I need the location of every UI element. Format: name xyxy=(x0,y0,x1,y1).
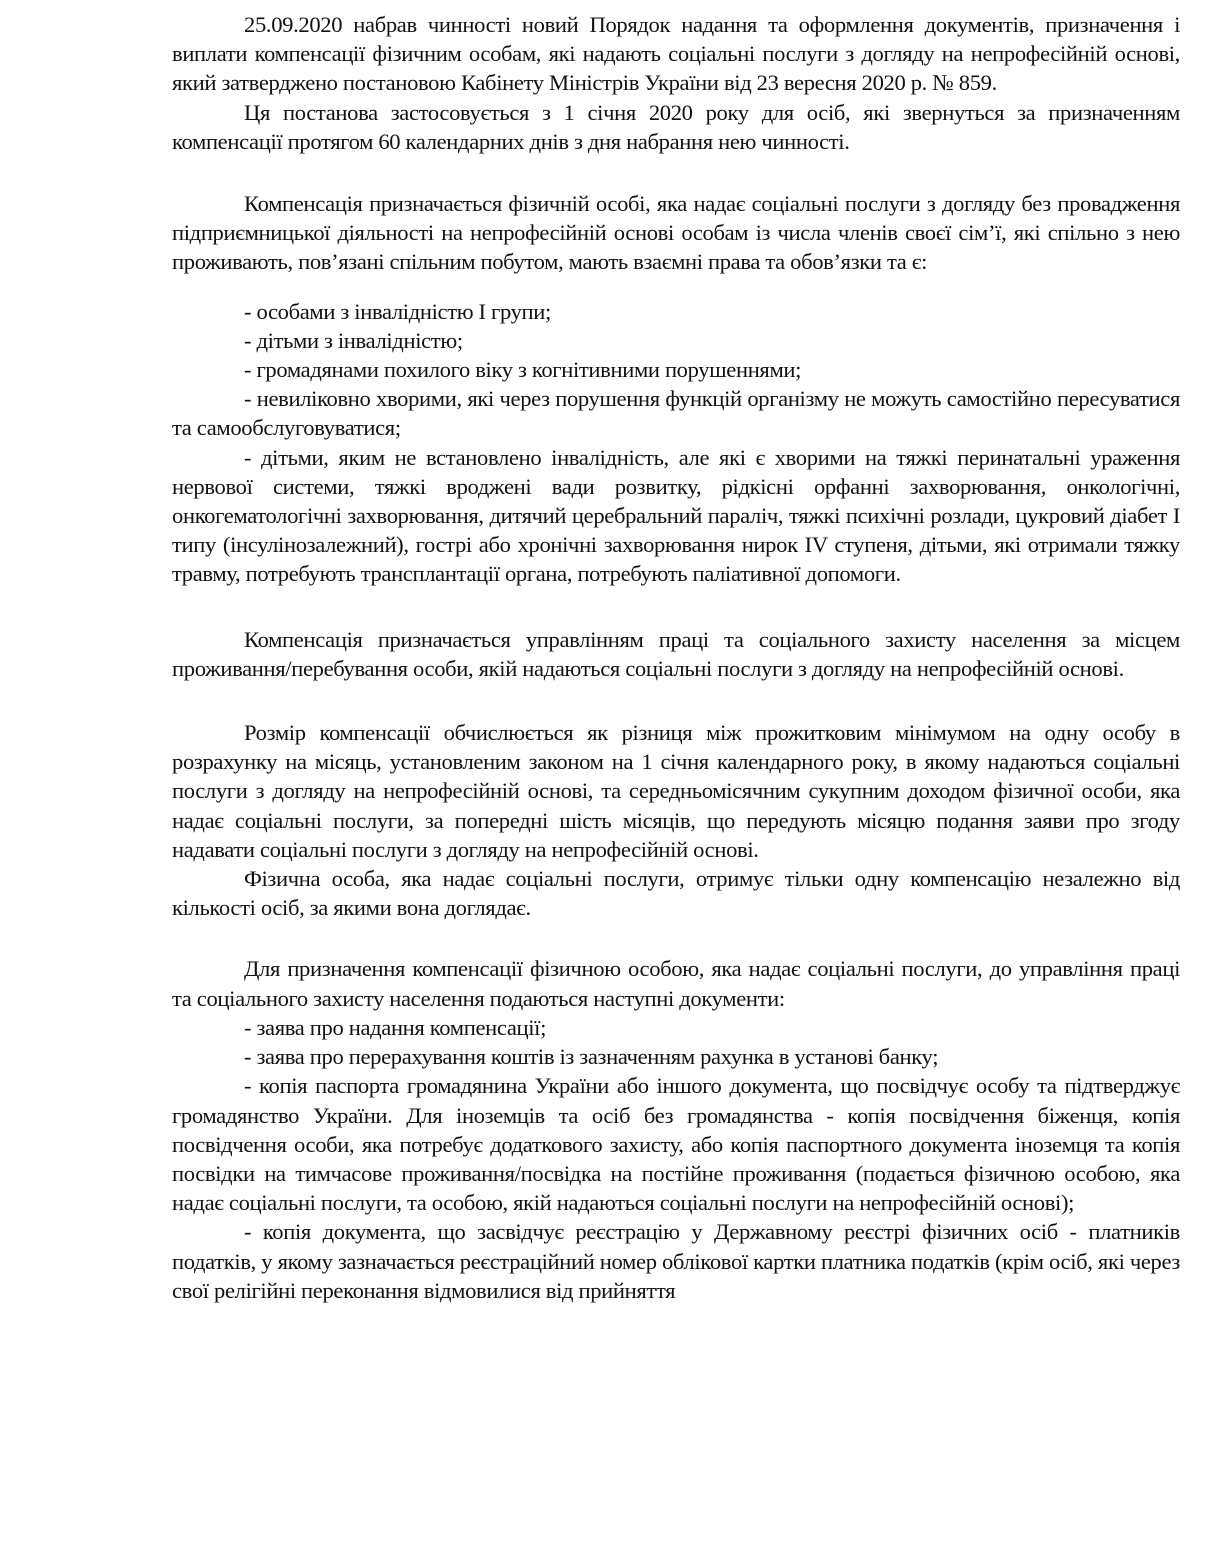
list-item: - громадянами похилого віку з когнітивними порушеннями; xyxy=(244,357,802,383)
list-item: - невиліковно хворими, які через порушення функцій організму не можуть самостійно пересуватися та самообслуговуватися; xyxy=(172,386,1180,441)
paragraph-application: Ця постанова застосовується з 1 січня 2020 року для осіб, які звернуться за призначенням компенсації протягом 60 календарних днів з дня набрання нею чинності. xyxy=(172,99,1180,154)
list-item: - копія документа, що засвідчує реєстрацію у Державному реєстрі фізичних осіб - платників податків, у якому зазначається реєстраційний номер облікової картки платника податків (крім осіб, які через свої релігійні переконання відмовилися від прийняття xyxy=(172,1219,1180,1303)
list-item: - заява про надання компенсації; xyxy=(244,1014,547,1040)
spacer xyxy=(172,277,1180,297)
paragraph-eligibility: Компенсація призначається фізичній особі, яка надає соціальні послуги з догляду без провадження підприємницької діяльності на непрофесійній основі особам із числа членів своєї сім’ї, які спільно з нею проживають, пов’язані спільним побутом, мають взаємні права та обов’язки та є: xyxy=(172,191,1180,275)
paragraph-documents-intro: Для призначення компенсації фізичною особою, яка надає соціальні послуги, до управління праці та соціального захисту населення подаються наступні документи: xyxy=(172,956,1180,1011)
list-item: - дітьми, яким не встановлено інвалідність, але які є хворими на тяжкі перинатальні ураження нервової системи, тяжкі вроджені вади розвитку, рідкісні орфанні захворювання, онкологічні, онкогематологічні захворювання, дитячий церебральний параліч, тяжкі психічні розлади, цукровий діабет I типу (інсулінозалежний), гострі або хронічні захворювання нирок IV ступеня, дітьми, які отримали тяжку травму, потребують трансплантації органа, потребують паліативної допомоги. xyxy=(172,444,1180,587)
paragraph-authority: Компенсація призначається управлінням праці та соціального захисту населення за місцем проживання/перебування особи, якій надаються соціальні послуги з догляду на непрофесійній основі. xyxy=(172,626,1180,681)
spacer xyxy=(172,922,1180,954)
document-page xyxy=(172,0,1180,1305)
paragraph-single-compensation: Фізична особа, яка надає соціальні послуги, отримує тільки одну компенсацію незалежно від кількості осіб, за якими вона доглядає. xyxy=(172,866,1180,921)
spacer xyxy=(172,683,1180,718)
spacer xyxy=(172,156,1180,189)
spacer xyxy=(172,589,1180,625)
list-item: - копія паспорта громадянина України або іншого документа, що посвідчує особу та підтверджує громадянство України. Для іноземців та осіб без громадянства - копія посвідчення біженця, копія посвідчення особи, яка потребує додаткового захисту, або копія паспортного документа іноземця та копія посвідки на тимчасове проживання/посвідка на постійне проживання (подається фізичною особою, яка надає соціальні послуги, та особою, якій надаються соціальні послуги на непрофесійній основі); xyxy=(172,1073,1180,1216)
list-item: - особами з інвалідністю I групи; xyxy=(244,298,551,324)
paragraph-intro: 25.09.2020 набрав чинності новий Порядок надання та оформлення документів, призначення і виплати компенсації фізичним особам, які надають соціальні послуги з догляду на непрофесійній основі, який затверджено постановою Кабінету Міністрів України від 23 вересня 2020 р. № 859. xyxy=(172,12,1180,96)
list-item: - дітьми з інвалідністю; xyxy=(244,327,463,353)
list-item: - заява про перерахування коштів із зазначенням рахунка в установі банку; xyxy=(244,1044,939,1070)
paragraph-amount: Розмір компенсації обчислюється як різниця між прожитковим мінімумом на одну особу в розрахунку на місяць, установленим законом на 1 січня календарного року, в якому надаються соціальні послуги з догляду на непрофесійній основі, та середньомісячним сукупним доходом фізичної особи, яка надає соціальні послуги, за попередні шість місяців, що передують місяцю подання заяви про згоду надавати соціальні послуги з догляду на непрофесійній основі. xyxy=(172,720,1180,862)
